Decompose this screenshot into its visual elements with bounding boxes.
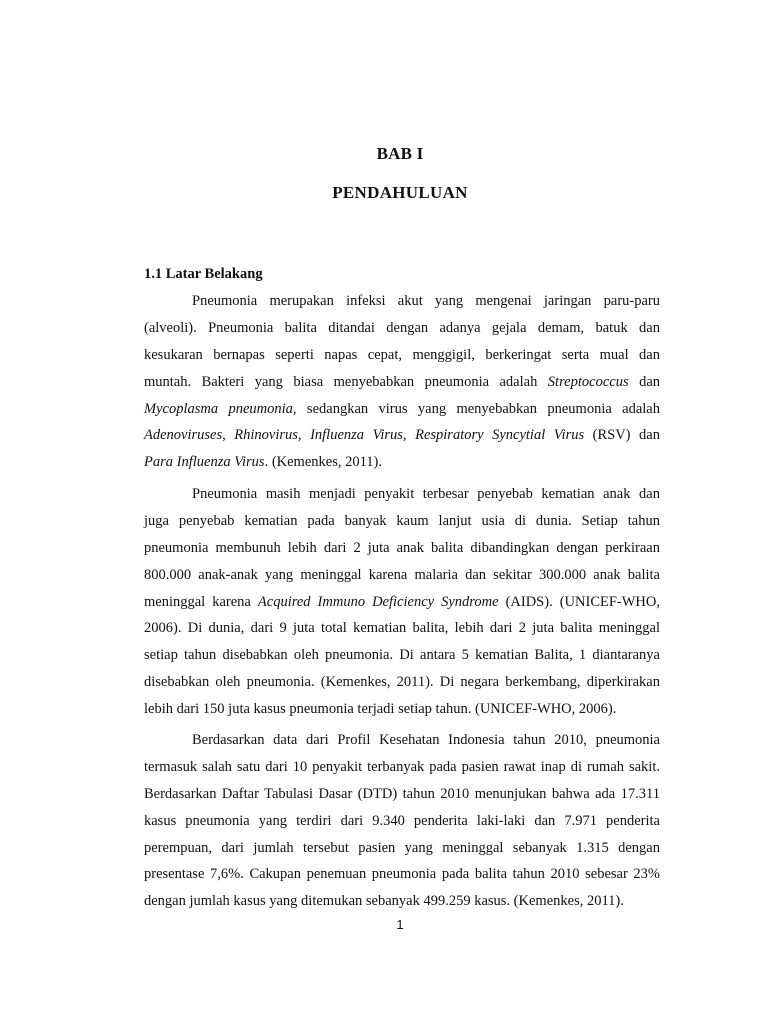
paragraph-line: kesukaran bernapas seperti napas cepat, menggigil, berkeringat serta mual dan <box>144 346 660 363</box>
paragraph-3 <box>144 727 660 915</box>
paragraph-line: Adenoviruses, Rhinovirus, Influenza Virus, Respiratory Syncytial Virus (RSV) dan <box>144 427 660 444</box>
section-heading: 1.1 Latar Belakang <box>144 266 263 282</box>
paragraph-line: Para Influenza Virus. (Kemenkes, 2011). <box>144 454 383 471</box>
paragraph-line: Pneumonia masih menjadi penyakit terbesar penyebab kematian anak dan <box>192 486 660 502</box>
paragraph-line: 2006). Di dunia, dari 9 juta total kematian balita, lebih dari 2 juta balita meninggal <box>144 620 660 637</box>
paragraph-line: dengan jumlah kasus yang ditemukan sebanyak 499.259 kasus. (Kemenkes, 2011). <box>144 893 624 910</box>
chapter-title: PENDAHULUAN <box>332 183 468 202</box>
paragraph-line: setiap tahun disebabkan oleh pneumonia. Di antara 5 kematian Balita, 1 diantaranya <box>144 647 660 664</box>
paragraph-line: 800.000 anak-anak yang meninggal karena malaria dan sekitar 300.000 anak balita <box>144 566 660 583</box>
page-number: 1 <box>396 917 404 932</box>
paragraph-line: kasus pneumonia yang terdiri dari 9.340 penderita laki-laki dan 7.971 penderita <box>144 812 660 829</box>
paragraph-line: presentase 7,6%. Cakupan penemuan pneumonia pada balita tahun 2010 sebesar 23% <box>144 866 660 883</box>
paragraph-line: lebih dari 150 juta kasus pneumonia terjadi setiap tahun. (UNICEF-WHO, 2006). <box>144 701 617 718</box>
paragraph-line: Berdasarkan data dari Profil Kesehatan Indonesia tahun 2010, pneumonia <box>192 732 660 748</box>
paragraph-line: (alveoli). Pneumonia balita ditandai dengan adanya gejala demam, batuk dan <box>144 319 660 336</box>
paragraph-line: Pneumonia merupakan infeksi akut yang mengenai jaringan paru-paru <box>192 293 660 309</box>
paragraph-line: muntah. Bakteri yang biasa menyebabkan pneumonia adalah Streptococcus dan <box>144 373 661 390</box>
paragraph-line: termasuk salah satu dari 10 penyakit terbanyak pada pasien rawat inap di rumah sakit. <box>144 758 660 775</box>
paragraph-line: Berdasarkan Daftar Tabulasi Dasar (DTD) tahun 2010 menunjukan bahwa ada 17.311 <box>144 785 660 802</box>
paragraph-line: juga penyebab kematian pada banyak kaum lanjut usia di dunia. Setiap tahun <box>144 512 660 529</box>
paragraph-1 <box>144 288 660 476</box>
paragraph-2 <box>144 481 660 723</box>
paragraph-line: disebabkan oleh pneumonia. (Kemenkes, 2011). Di negara berkembang, diperkirakan <box>144 674 660 691</box>
paragraph-line: pneumonia membunuh lebih dari 2 juta anak balita dibandingkan dengan perkiraan <box>144 539 660 556</box>
paragraph-line: meninggal karena Acquired Immuno Deficiency Syndrome (AIDS). (UNICEF-WHO, <box>144 593 661 610</box>
paragraph-line: Mycoplasma pneumonia, sedangkan virus yang menyebabkan pneumonia adalah <box>144 400 660 417</box>
paragraph-line: perempuan, dari jumlah tersebut pasien yang meninggal sebanyak 1.315 dengan <box>144 839 660 856</box>
chapter-number: BAB I <box>376 144 424 163</box>
